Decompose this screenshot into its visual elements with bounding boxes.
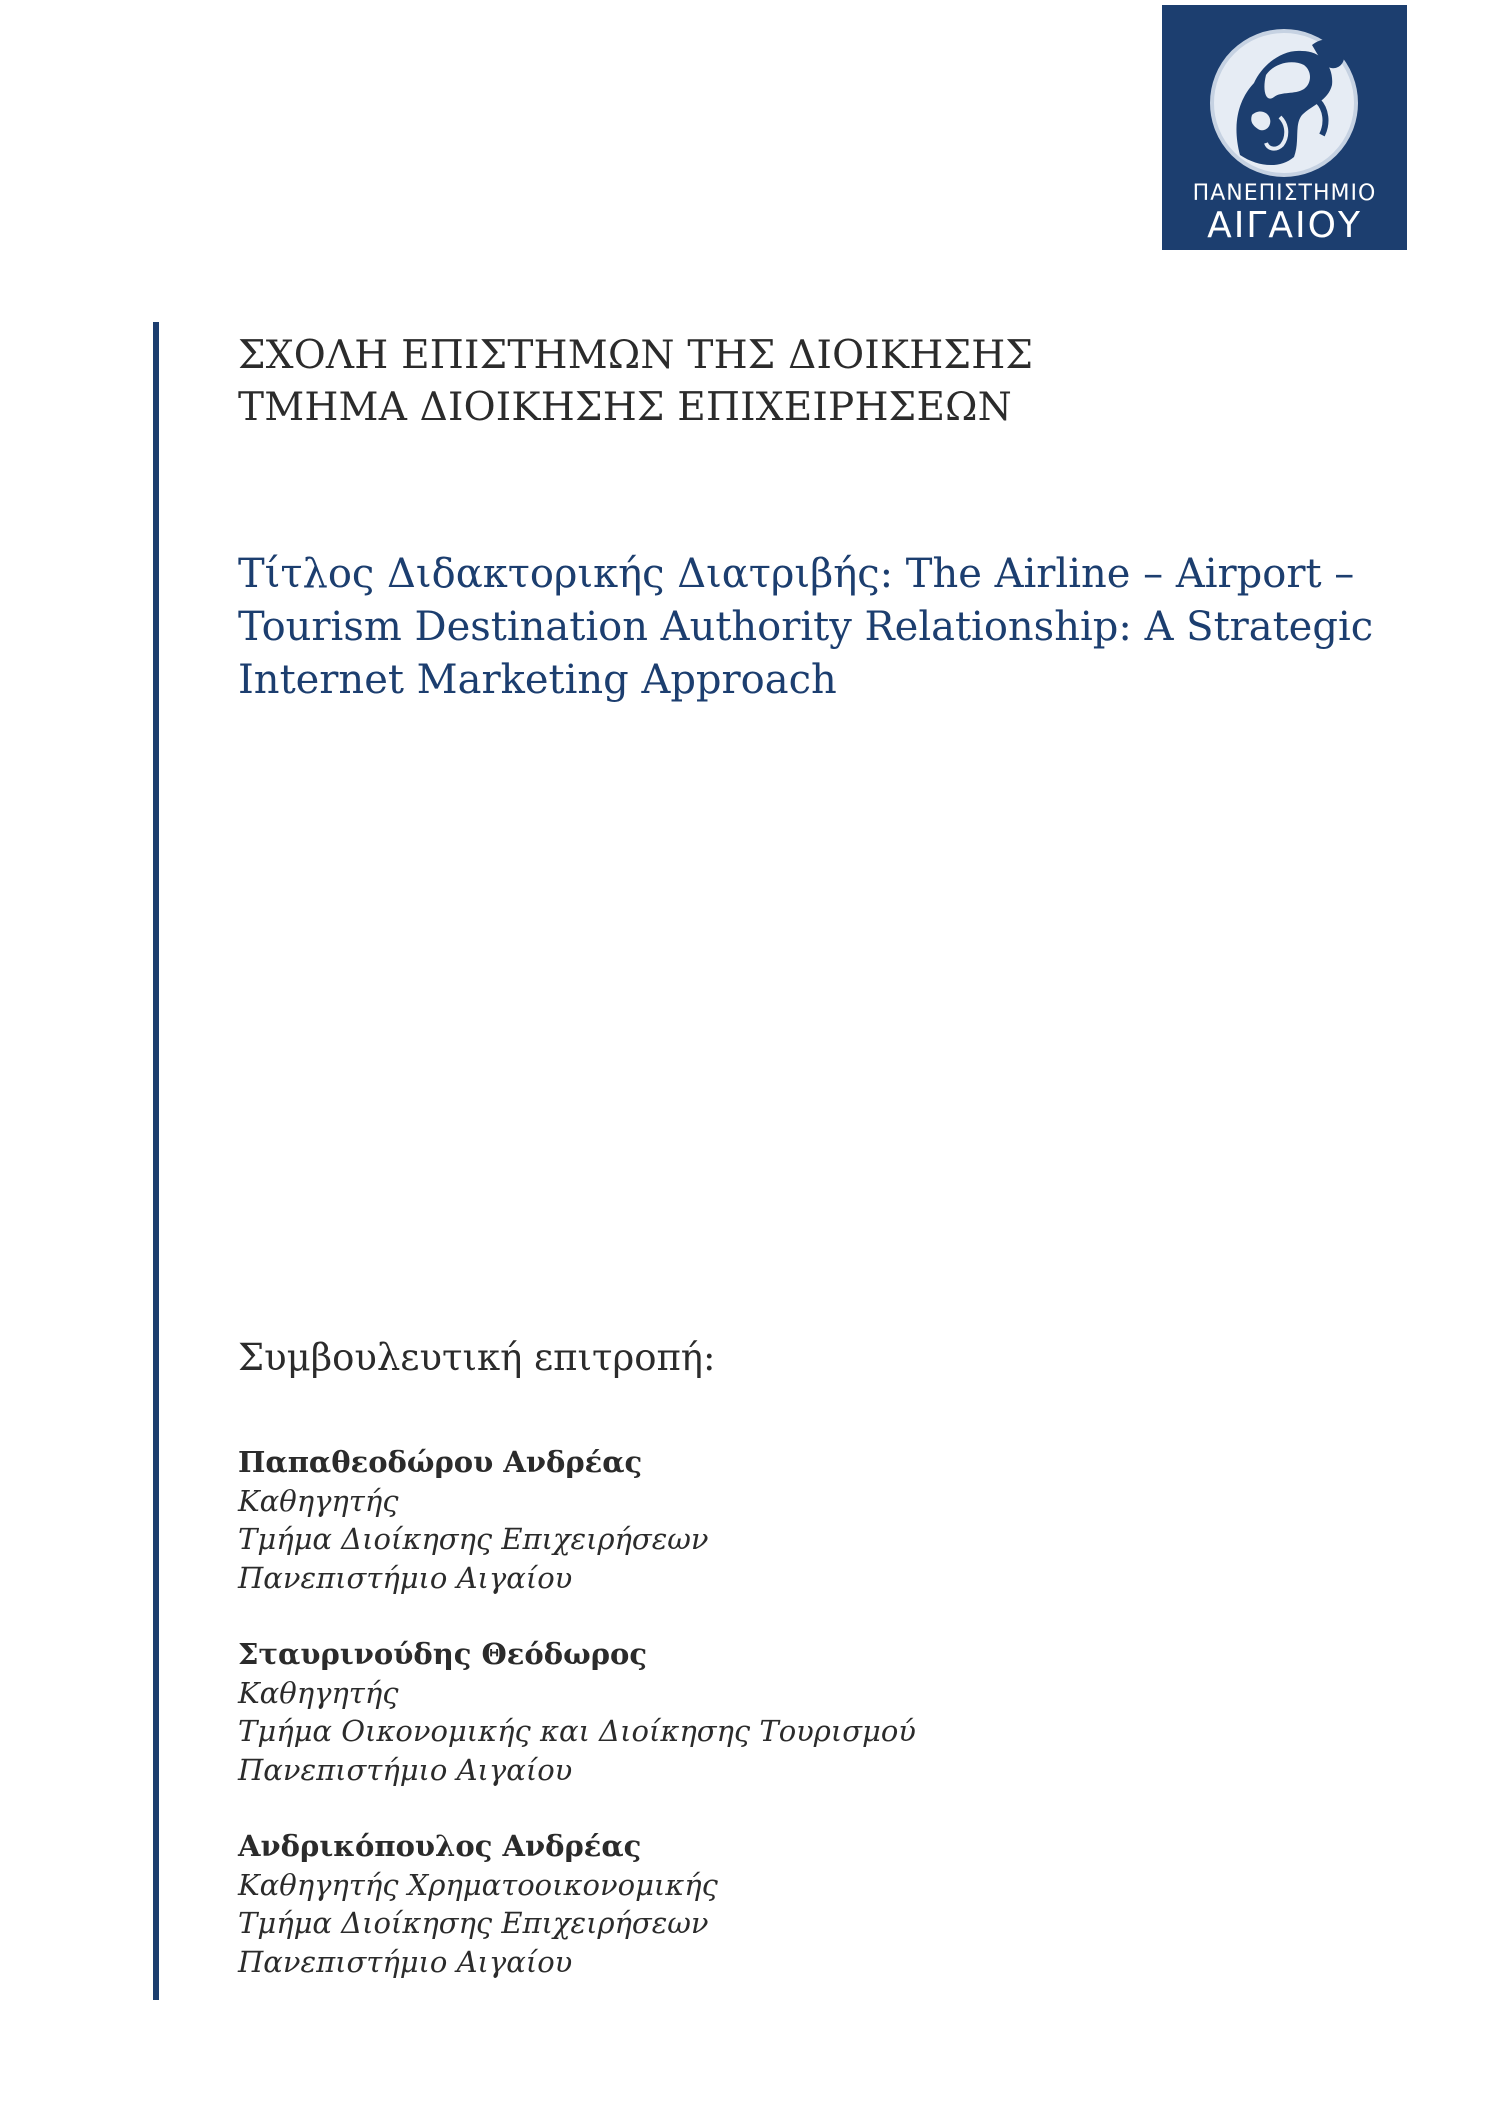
member-name: Παπαθεοδώρου Ανδρέας xyxy=(238,1445,643,1479)
left-accent-bar xyxy=(153,322,159,2000)
school-name: ΣΧΟΛΗ ΕΠΙΣΤΗΜΩΝ ΤΗΣ ΔΙΟΙΚΗΣΗΣ xyxy=(238,333,1034,378)
member-rank: Καθηγητής Χρηματοοικονομικής xyxy=(238,1867,718,1902)
logo-university-label: ΠΑΝΕΠΙΣΤΗΜΙΟ xyxy=(1192,181,1377,206)
coin-emblem-icon xyxy=(1162,5,1407,180)
committee-member xyxy=(238,1827,718,1981)
member-department: Τμήμα Οικονομικής και Διοίκησης Τουρισμού xyxy=(238,1714,916,1748)
member-name: Ανδρικόπουλος Ανδρέας xyxy=(238,1829,642,1863)
member-rank: Καθηγητής xyxy=(238,1675,399,1710)
university-logo xyxy=(1162,5,1407,250)
committee-heading: Συμβουλευτική επιτροπή: xyxy=(238,1336,716,1379)
member-university: Πανεπιστήμιο Αιγαίου xyxy=(238,1560,573,1595)
committee-member xyxy=(238,1443,709,1597)
member-university: Πανεπιστήμιο Αιγαίου xyxy=(238,1752,573,1787)
department-name: ΤΜΗΜΑ ΔΙΟΙΚΗΣΗΣ ΕΠΙΧΕΙΡΗΣΕΩΝ xyxy=(238,385,1012,430)
thesis-title: Τίτλος Διδακτορικής Διατριβής: The Airline – Airport – Tourism Destination Authority Relationship: A Strategic Internet Marketing Approach xyxy=(238,551,1374,703)
member-department: Τμήμα Διοίκησης Επιχειρήσεων xyxy=(238,1906,709,1940)
school-heading xyxy=(238,330,1033,434)
member-university: Πανεπιστήμιο Αιγαίου xyxy=(238,1944,573,1979)
committee-member xyxy=(238,1635,916,1789)
member-department: Τμήμα Διοίκησης Επιχειρήσεων xyxy=(238,1522,709,1556)
member-rank: Καθηγητής xyxy=(238,1483,399,1518)
member-name: Σταυρινούδης Θεόδωρος xyxy=(238,1637,648,1671)
logo-university-name: ΑΙΓΑΙΟΥ xyxy=(1207,205,1362,246)
